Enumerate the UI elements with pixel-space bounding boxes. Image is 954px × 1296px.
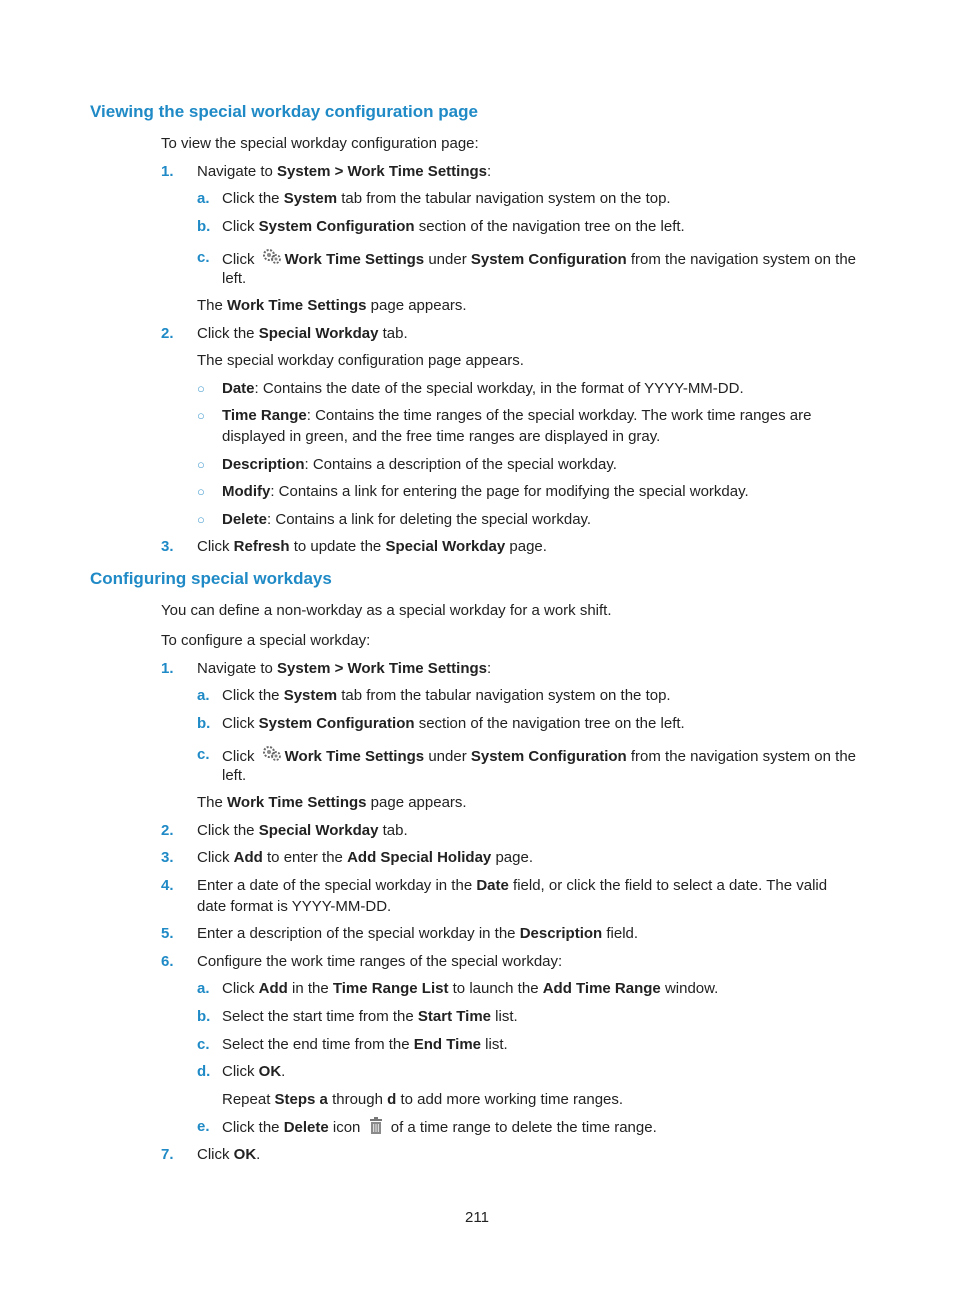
substep-text-continued: left.: [222, 767, 247, 784]
section-intro: To configure a special workday:: [161, 632, 371, 649]
substep-letter: d.: [197, 1063, 211, 1080]
step-number: 7.: [161, 1146, 174, 1163]
step-text-continued: date format is YYYY-MM-DD.: [197, 898, 392, 915]
bullet-time-range: Time Range: Contains the time ranges of the special workday. The work time ranges are: [222, 407, 812, 424]
substep-letter: a.: [197, 980, 210, 997]
substep-letter: a.: [197, 190, 210, 207]
step-number: 6.: [161, 953, 174, 970]
step-number: 4.: [161, 877, 174, 894]
substep-note: Repeat Steps a through d to add more working time ranges.: [222, 1091, 624, 1108]
substep-text: Select the start time from the Start Time list.: [222, 1008, 518, 1025]
substep-text: Click the System tab from the tabular navigation system on the top.: [222, 190, 671, 207]
section-heading-viewing: Viewing the special workday configuration page: [90, 102, 478, 121]
substep-letter: c.: [197, 746, 210, 763]
step-text: Click the Special Workday tab.: [197, 822, 408, 839]
bullet-description: Description: Contains a description of the special workday.: [222, 456, 617, 473]
step-text: Navigate to System > Work Time Settings:: [197, 163, 492, 180]
step-text: Enter a date of the special workday in the Date field, or click the field to select a date. The valid: [197, 877, 828, 894]
substep-text: Click the System tab from the tabular navigation system on the top.: [222, 687, 671, 704]
substep-letter: c.: [197, 1036, 210, 1053]
bullet-icon: ○: [197, 408, 205, 423]
bullet-time-range-continued: displayed in green, and the free time ranges are displayed in gray.: [222, 428, 661, 445]
substep-text: Click Work Time Settings under System Configuration from the navigation system on the: [222, 745, 856, 767]
bullet-icon: ○: [197, 381, 205, 396]
substep-text: Click System Configuration section of the navigation tree on the left.: [222, 218, 685, 235]
bullet-icon: ○: [197, 484, 205, 499]
gear-icon: [261, 745, 283, 763]
step-text: Navigate to System > Work Time Settings:: [197, 660, 492, 677]
substep-text: Click OK.: [222, 1063, 286, 1080]
substep-text: Click System Configuration section of the navigation tree on the left.: [222, 715, 685, 732]
step-text: Enter a description of the special workday in the Description field.: [197, 925, 639, 942]
substep-letter: b.: [197, 1008, 211, 1025]
bullet-icon: ○: [197, 512, 205, 527]
step-number: 5.: [161, 925, 174, 942]
step-number: 2.: [161, 325, 174, 342]
step-number: 1.: [161, 660, 174, 677]
trash-icon: [369, 1117, 383, 1135]
step-number: 3.: [161, 538, 174, 555]
step-text: Click Refresh to update the Special Workday page.: [197, 538, 547, 555]
step-number: 1.: [161, 163, 174, 180]
step-result: The special workday configuration page appears.: [197, 352, 524, 369]
gear-icon: [261, 248, 283, 266]
substep-text: Click the Delete icon of a time range to delete the time range.: [222, 1119, 657, 1136]
step-text: Click OK.: [197, 1146, 261, 1163]
step-result: The Work Time Settings page appears.: [197, 794, 467, 811]
step-text: Configure the work time ranges of the special workday:: [197, 953, 563, 970]
substep-text: Click Work Time Settings under System Configuration from the navigation system on the: [222, 248, 856, 270]
bullet-modify: Modify: Contains a link for entering the page for modifying the special workday.: [222, 483, 749, 500]
substep-letter: c.: [197, 249, 210, 266]
page-number: 211: [465, 1209, 489, 1226]
substep-text: Click Add in the Time Range List to launch the Add Time Range window.: [222, 980, 719, 997]
section-intro: You can define a non-workday as a special workday for a work shift.: [161, 602, 612, 619]
substep-letter: b.: [197, 218, 211, 235]
substep-text: Select the end time from the End Time list.: [222, 1036, 508, 1053]
substep-letter: a.: [197, 687, 210, 704]
section-intro: To view the special workday configuration page:: [161, 135, 479, 152]
step-number: 2.: [161, 822, 174, 839]
step-number: 3.: [161, 849, 174, 866]
bullet-icon: ○: [197, 457, 205, 472]
step-text: Click Add to enter the Add Special Holiday page.: [197, 849, 533, 866]
substep-text-continued: left.: [222, 270, 247, 287]
bullet-delete: Delete: Contains a link for deleting the special workday.: [222, 511, 592, 528]
bullet-date: Date: Contains the date of the special workday, in the format of YYYY-MM-DD.: [222, 380, 744, 397]
section-heading-configuring: Configuring special workdays: [90, 569, 332, 588]
step-text: Click the Special Workday tab.: [197, 325, 408, 342]
substep-letter: b.: [197, 715, 211, 732]
substep-letter: e.: [197, 1118, 210, 1135]
step-result: The Work Time Settings page appears.: [197, 297, 467, 314]
